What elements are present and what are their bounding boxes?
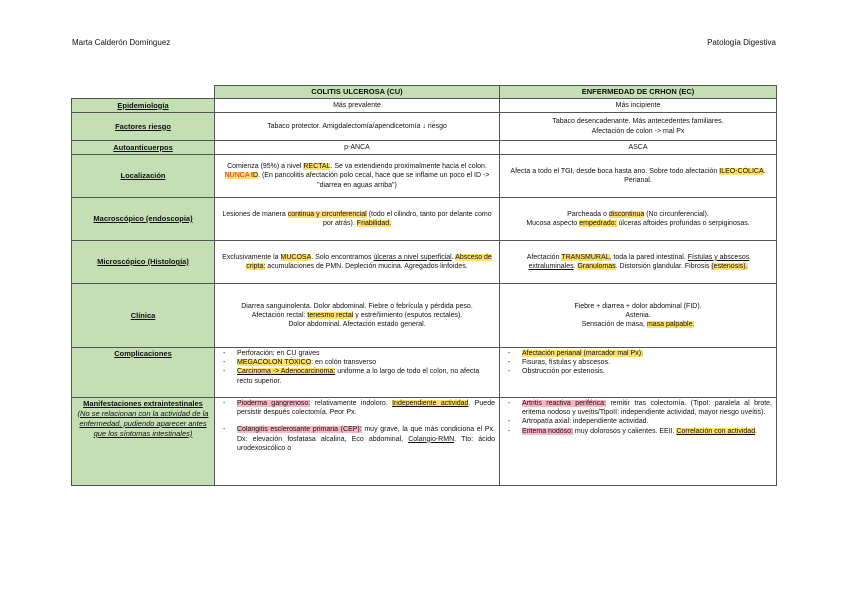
text: Afectación de colon -> mal Px: [591, 127, 685, 135]
list-item: - Fisuras, fístulas y abscesos.: [522, 358, 772, 367]
cell-cu-manifestaciones: [215, 398, 500, 486]
text: . (En pancolitis afectación polo cecal, hace que se inflame un poco el ID -> "diarrea en aguas arriba"): [258, 172, 490, 189]
highlight: RECTAL: [303, 163, 331, 171]
text: Afectación: [526, 253, 562, 261]
text: Sensación de masa,: [581, 321, 647, 329]
cell-cu-microscopico: [215, 241, 500, 284]
text: (todo el cilindro, tanto por delante como por atrás).: [322, 210, 492, 227]
text: Comienza (95%) a nivel: [227, 163, 304, 171]
highlight: Carcinoma -> Adenocarcinoma:: [237, 368, 336, 376]
list-item: - Artropatía axial: independiente actividad.: [522, 417, 772, 426]
list: [504, 399, 772, 436]
text: muy grave, la que más condiciona el Px. Dx: elevación fosfatasa alcalina, Eco abdominal,: [237, 426, 496, 443]
text: . Solo encontramos: [311, 253, 374, 261]
highlight: discontinua: [608, 210, 645, 218]
highlight: tenesmo rectal: [307, 311, 354, 319]
text: . Se va extendiendo proximalmente hacia el colon.: [330, 163, 487, 171]
cell-ec-factores: [500, 113, 777, 141]
highlight: MUCOSA: [280, 253, 312, 261]
highlight: Pioderma gangrenoso:: [237, 400, 311, 407]
table-row: [72, 155, 777, 198]
highlight: Eritema nodoso:: [522, 427, 573, 435]
table-row: [72, 198, 777, 241]
table-row: [72, 113, 777, 141]
table-row: [72, 141, 777, 155]
highlight: ILEO-CÓLICA: [719, 167, 764, 175]
header-author: Marta Calderón Domínguez: [72, 38, 171, 47]
list-item: [237, 358, 495, 367]
cell-cu-complicaciones: [215, 348, 500, 398]
highlight: MEGACOLON TÓXICO: [237, 359, 312, 367]
row-label-epidemiologia: Epidemiología: [72, 99, 215, 113]
underlined-text: úlceras a nivel superficial: [373, 253, 452, 261]
text: Afecta a todo el TGI, desde boca hasta ano. Sobre todo afectación: [510, 167, 720, 175]
row-label-microscopico: Microscópico (Histología): [72, 241, 215, 284]
text: muy dolorosos y calientes. EEII.: [572, 427, 677, 435]
highlight: continua y circunferencial: [287, 210, 367, 218]
text: Dolor abdominal. Afectación estado general.: [288, 321, 426, 329]
row-label-clinica: Clínica: [72, 284, 215, 348]
text: Manifestaciones extraintestinales: [83, 399, 203, 408]
comparison-table: [71, 85, 777, 486]
list-item: [522, 349, 772, 358]
text: , toda la pared intestinal.: [609, 253, 688, 261]
text: Fiebre + diarrea + dolor abdominal (FID).: [574, 302, 702, 310]
underlined-text: Colangio-RMN: [408, 435, 455, 443]
text: Afectación rectal:: [251, 311, 308, 319]
highlight: Absceso de cripta:: [246, 253, 492, 270]
text: uniforme a lo largo de todo el colon, no afecta recto superior.: [237, 368, 480, 385]
cell-cu-localizacion: [215, 155, 500, 198]
table-row: [72, 99, 777, 113]
list: [504, 349, 772, 377]
text: Mucosa aspecto: [526, 220, 580, 227]
table-header-row: [72, 86, 777, 99]
corner-cell: [72, 86, 215, 99]
list-item: [237, 399, 495, 417]
text: Astenia.: [625, 311, 651, 319]
text: : en colón transverso: [311, 359, 377, 367]
highlight: empedrado:: [579, 220, 617, 227]
highlight: TRANSMURAL: [561, 253, 610, 261]
cell-ec-epidemiologia: Más incipiente: [500, 99, 777, 113]
cell-ec-macroscopico: [500, 198, 777, 241]
highlight: NUNCA: [224, 172, 250, 180]
highlight: masa palpable.: [646, 321, 695, 329]
text: . Puede persistir después colectomía. Peor Px.: [237, 400, 495, 417]
list: [219, 349, 495, 386]
text: (No circunferencial).: [644, 210, 709, 218]
text: .: [451, 253, 456, 261]
header-subject: Patología Digestiva: [707, 38, 776, 47]
cell-ec-localizacion: [500, 155, 777, 198]
row-label-factores: Factores riesgo: [72, 113, 215, 141]
list-item: - Perforación: en CU graves: [237, 349, 495, 358]
highlight: Correlación con actividad: [676, 427, 756, 435]
list-item: [237, 425, 495, 453]
list-item: [237, 367, 495, 385]
text: .: [755, 427, 758, 435]
text: . Distorsión glandular. Fibrosis: [615, 263, 712, 270]
row-label-manifestaciones: [72, 398, 215, 486]
cell-cu-epidemiologia: Más prevalente: [215, 99, 500, 113]
highlight: Independiente actividad: [392, 400, 469, 407]
cell-cu-macroscopico: [215, 198, 500, 241]
row-label-localizacion: Localización: [72, 155, 215, 198]
highlight: Artritis reactiva periférica:: [522, 400, 607, 407]
text: Exclusivamente la: [222, 253, 281, 261]
list: [219, 399, 495, 453]
text: Diarrea sanguinolenta. Dolor abdominal. Fiebre o febrícula y pérdida peso.: [241, 302, 473, 310]
highlight: Friabilidad.: [356, 220, 392, 227]
cell-ec-microscopico: [500, 241, 777, 284]
cell-ec-autoanticuerpos: ASCA: [500, 141, 777, 155]
cell-ec-clinica: [500, 284, 777, 348]
text: relativamente indoloro.: [310, 400, 393, 407]
text: y estreñimiento (esputos rectales).: [353, 311, 463, 319]
row-label-autoanticuerpos: Autoanticuerpos: [72, 141, 215, 155]
text: Tabaco desencadenante. Más antecedentes familiares.: [552, 118, 724, 126]
column-header-cu: COLITIS ULCEROSA (CU): [215, 86, 500, 99]
column-header-ec: ENFERMEDAD DE CRHON (EC): [500, 86, 777, 99]
underlined-text: Fístulas y abscesos extraluminales: [528, 253, 750, 270]
cell-cu-factores: Tabaco protector. Amigdalectomía/apendicetomía ↓ riesgo: [215, 113, 500, 141]
table-row: [72, 241, 777, 284]
highlight: ID: [249, 172, 259, 180]
cell-cu-clinica: [215, 284, 500, 348]
text: acumulaciones de PMN. Depleción mucina. Agregados linfoides.: [265, 263, 468, 270]
cell-ec-manifestaciones: [500, 398, 777, 486]
text: . Tto: ácido urodexosicólico o: [237, 435, 495, 452]
highlight: Granulomas: [577, 263, 616, 270]
cell-ec-complicaciones: [500, 348, 777, 398]
text: Lesiones de manera: [222, 210, 288, 218]
text: .: [573, 263, 578, 270]
text: Parcheada o: [567, 210, 609, 218]
list-item: [522, 399, 772, 417]
list-item: - Obstrucción por estenosis.: [522, 367, 772, 376]
table-row: [72, 348, 777, 398]
table-row: [72, 398, 777, 486]
note: (No se relacionan con la actividad de la enfermedad, pudiendo aparecer antes que los síntomas intestinales): [77, 408, 209, 438]
list-item: [522, 427, 772, 436]
text: remitir tras colectomía. (TipoI: paralela al brote, eritema nodoso y uveítis/TipoII: independiente actividad, mayor riesgo uveítis).: [522, 400, 772, 417]
text: úlceras aftoides profundas o serpiginosas.: [616, 220, 750, 227]
highlight: Colangitis esclerosante primaria (CEP):: [237, 426, 362, 434]
cell-cu-autoanticuerpos: p-ANCA: [215, 141, 500, 155]
text: . Perianal.: [624, 167, 766, 184]
highlight: (estenosis).: [711, 263, 748, 270]
row-label-complicaciones: Complicaciones: [72, 348, 215, 398]
highlight: Afectación perianal (marcador mal Px).: [522, 350, 643, 357]
table-row: [72, 284, 777, 348]
row-label-macroscopico: Macroscópico (endoscopia): [72, 198, 215, 241]
